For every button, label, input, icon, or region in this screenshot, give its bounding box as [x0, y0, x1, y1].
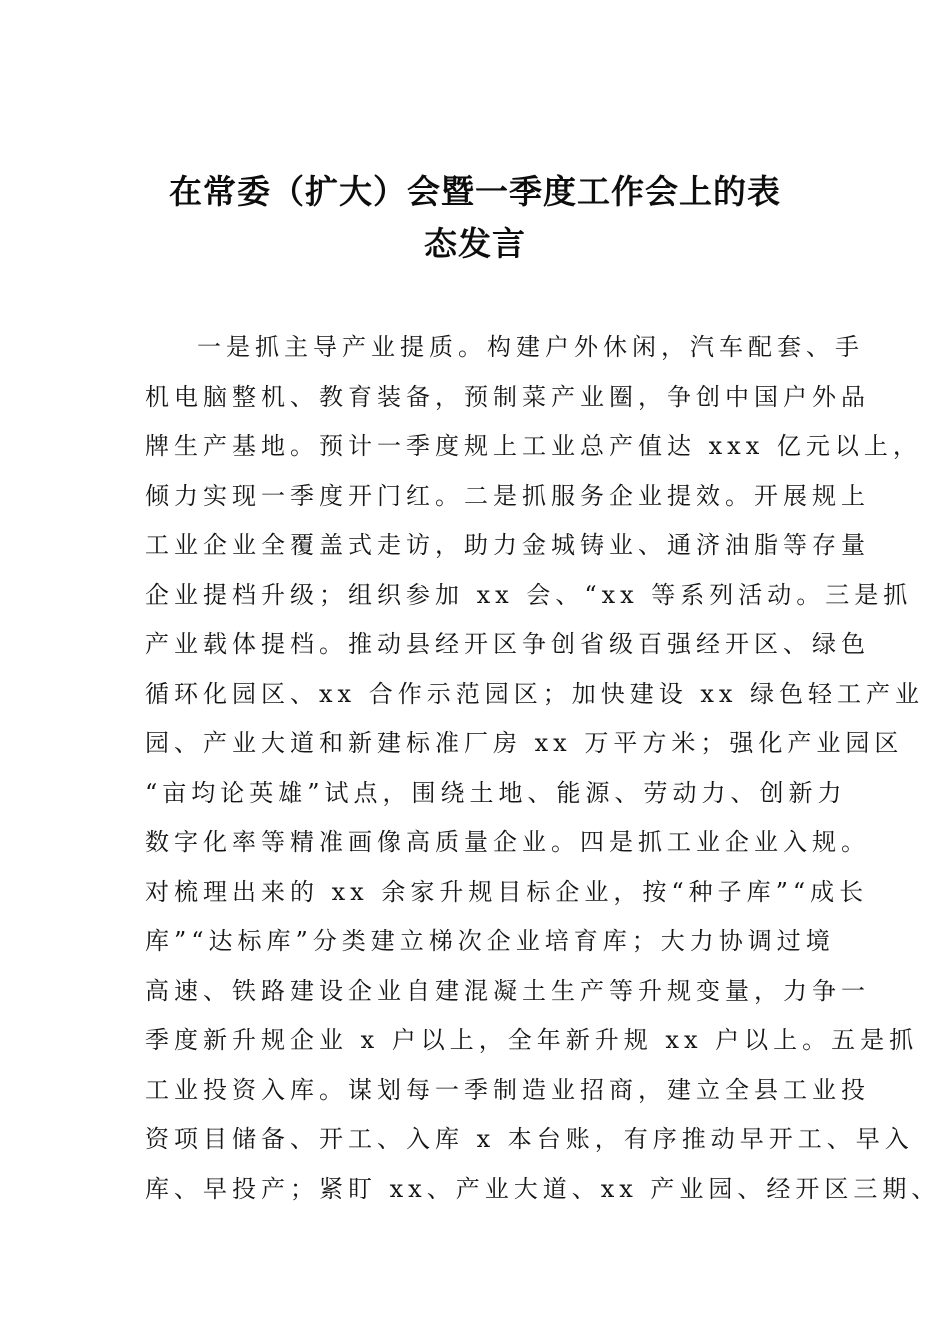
body-line: 机电脑整机、教育装备，预制菜产业圈，争创中国户外品 — [145, 382, 870, 411]
body-line: 库”“达标库”分类建立梯次企业培育库；大力协调过境 — [145, 927, 835, 955]
body-line: 企业提档升级；组织参加 xx 会、“xx 等系列活动。三是抓 — [145, 580, 913, 609]
body-line: “亩均论英雄”试点，围绕土地、能源、劳动力、创新力 — [145, 778, 847, 807]
body-line: 牌生产基地。预计一季度规上工业总产值达 xxx 亿元以上， — [145, 432, 922, 460]
body-line: 资项目储备、开工、入库 x 本台账，有序推动早开工、早入 — [145, 1125, 914, 1153]
body-line: 循环化园区、xx 合作示范园区；加快建设 xx 绿色轻工产业 — [145, 679, 925, 708]
body-line: 高速、铁路建设企业自建混凝土生产等升规变量，力争一 — [145, 976, 870, 1005]
title-line-2: 态发言 — [424, 224, 526, 263]
body-line: 季度新升规企业 x 户以上，全年新升规 xx 户以上。五是抓 — [145, 1026, 919, 1054]
document-body — [145, 323, 941, 1214]
body-line: 对梳理出来的 xx 余家升规目标企业，按“种子库”“成长 — [145, 877, 869, 906]
body-line: 产业载体提档。推动县经开区争创省级百强经开区、绿色 — [145, 630, 870, 658]
document-title — [140, 166, 810, 270]
body-line: 工业企业全覆盖式走访，助力金城铸业、通济油脂等存量 — [145, 531, 870, 559]
body-line: 倾力实现一季度开门红。二是抓服务企业提效。开展规上 — [145, 481, 870, 510]
body-line: 数字化率等精准画像高质量企业。四是抓工业企业入规。 — [145, 828, 870, 856]
body-line: 园、产业大道和新建标准厂房 xx 万平方米；强化产业园区 — [145, 729, 904, 757]
body-line: 一是抓主导产业提质。构建户外休闲，汽车配套、手 — [197, 333, 864, 361]
title-line-1: 在常委（扩大）会暨一季度工作会上的表 — [169, 172, 781, 211]
body-line: 工业投资入库。谋划每一季制造业招商，建立全县工业投 — [145, 1075, 870, 1104]
body-line: 库、早投产；紧盯 xx、产业大道、xx 产业园、经开区三期、 — [145, 1174, 941, 1203]
